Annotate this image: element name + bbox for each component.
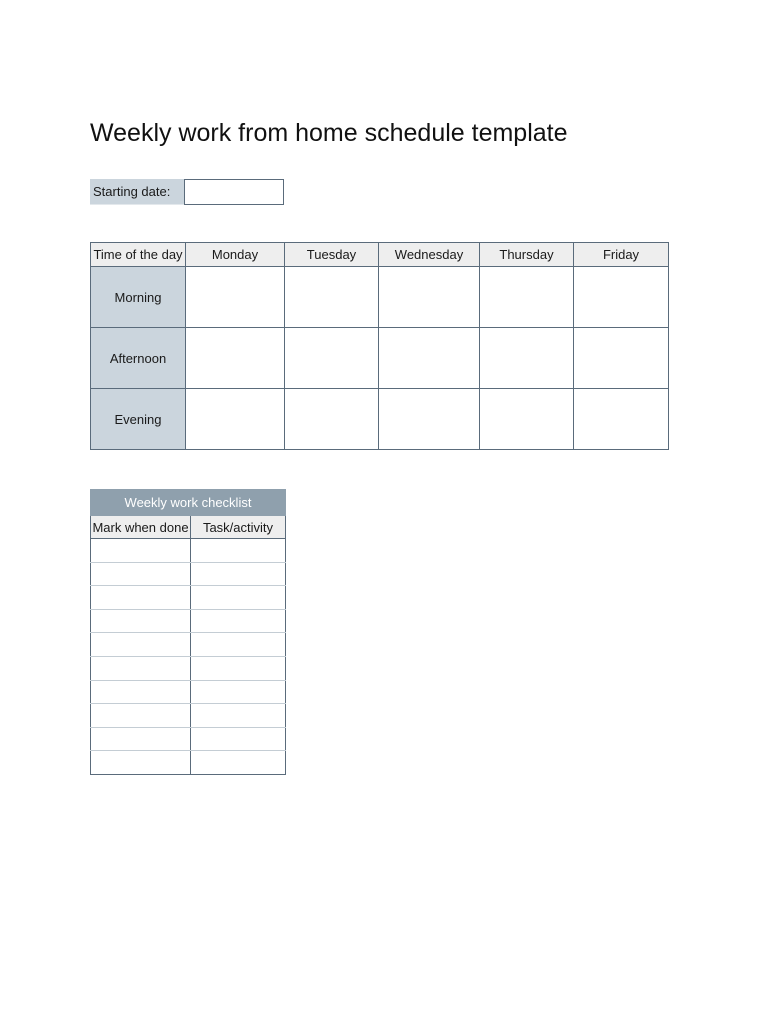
time-label-evening: Evening — [91, 389, 186, 450]
checklist-title: Weekly work checklist — [91, 490, 286, 516]
task-activity-cell[interactable] — [191, 609, 286, 633]
schedule-cell[interactable] — [480, 267, 574, 328]
checklist-row — [91, 680, 286, 704]
checklist-row — [91, 562, 286, 586]
task-activity-cell[interactable] — [191, 586, 286, 610]
weekly-schedule-table — [90, 242, 669, 450]
schedule-cell[interactable] — [186, 267, 285, 328]
mark-when-done-cell[interactable] — [91, 704, 191, 728]
schedule-cell[interactable] — [285, 267, 379, 328]
schedule-row-afternoon — [91, 328, 669, 389]
weekly-checklist-table — [90, 489, 286, 775]
corner-header: Time of the day — [91, 243, 186, 267]
schedule-header-row — [91, 243, 669, 267]
task-activity-cell[interactable] — [191, 562, 286, 586]
task-activity-cell[interactable] — [191, 656, 286, 680]
schedule-cell[interactable] — [379, 389, 480, 450]
checklist-row — [91, 704, 286, 728]
schedule-row-morning — [91, 267, 669, 328]
schedule-cell[interactable] — [574, 328, 669, 389]
schedule-cell[interactable] — [285, 328, 379, 389]
starting-date-row — [90, 179, 284, 205]
starting-date-field[interactable] — [184, 179, 284, 205]
schedule-cell[interactable] — [574, 267, 669, 328]
task-activity-cell[interactable] — [191, 633, 286, 657]
day-header-thursday: Thursday — [480, 243, 574, 267]
mark-when-done-header: Mark when done — [91, 516, 191, 539]
schedule-cell[interactable] — [480, 328, 574, 389]
day-header-friday: Friday — [574, 243, 669, 267]
time-label-morning: Morning — [91, 267, 186, 328]
checklist-row — [91, 609, 286, 633]
checklist-row — [91, 586, 286, 610]
mark-when-done-cell[interactable] — [91, 656, 191, 680]
schedule-cell[interactable] — [186, 328, 285, 389]
task-activity-header: Task/activity — [191, 516, 286, 539]
task-activity-cell[interactable] — [191, 704, 286, 728]
schedule-cell[interactable] — [480, 389, 574, 450]
checklist-row — [91, 751, 286, 775]
schedule-cell[interactable] — [285, 389, 379, 450]
mark-when-done-cell[interactable] — [91, 562, 191, 586]
mark-when-done-cell[interactable] — [91, 633, 191, 657]
checklist-row — [91, 656, 286, 680]
mark-when-done-cell[interactable] — [91, 586, 191, 610]
day-header-monday: Monday — [186, 243, 285, 267]
mark-when-done-cell[interactable] — [91, 680, 191, 704]
task-activity-cell[interactable] — [191, 680, 286, 704]
mark-when-done-cell[interactable] — [91, 539, 191, 563]
day-header-tuesday: Tuesday — [285, 243, 379, 267]
mark-when-done-cell[interactable] — [91, 751, 191, 775]
schedule-cell[interactable] — [574, 389, 669, 450]
time-label-afternoon: Afternoon — [91, 328, 186, 389]
checklist-row — [91, 727, 286, 751]
task-activity-cell[interactable] — [191, 751, 286, 775]
schedule-cell[interactable] — [379, 267, 480, 328]
checklist-row — [91, 539, 286, 563]
checklist-header-row — [91, 516, 286, 539]
task-activity-cell[interactable] — [191, 539, 286, 563]
schedule-cell[interactable] — [379, 328, 480, 389]
mark-when-done-cell[interactable] — [91, 609, 191, 633]
checklist-row — [91, 633, 286, 657]
checklist-body — [91, 539, 286, 775]
task-activity-cell[interactable] — [191, 727, 286, 751]
page-title: Weekly work from home schedule template — [90, 119, 568, 147]
mark-when-done-cell[interactable] — [91, 727, 191, 751]
day-header-wednesday: Wednesday — [379, 243, 480, 267]
schedule-cell[interactable] — [186, 389, 285, 450]
schedule-row-evening — [91, 389, 669, 450]
starting-date-label: Starting date: — [90, 179, 184, 205]
